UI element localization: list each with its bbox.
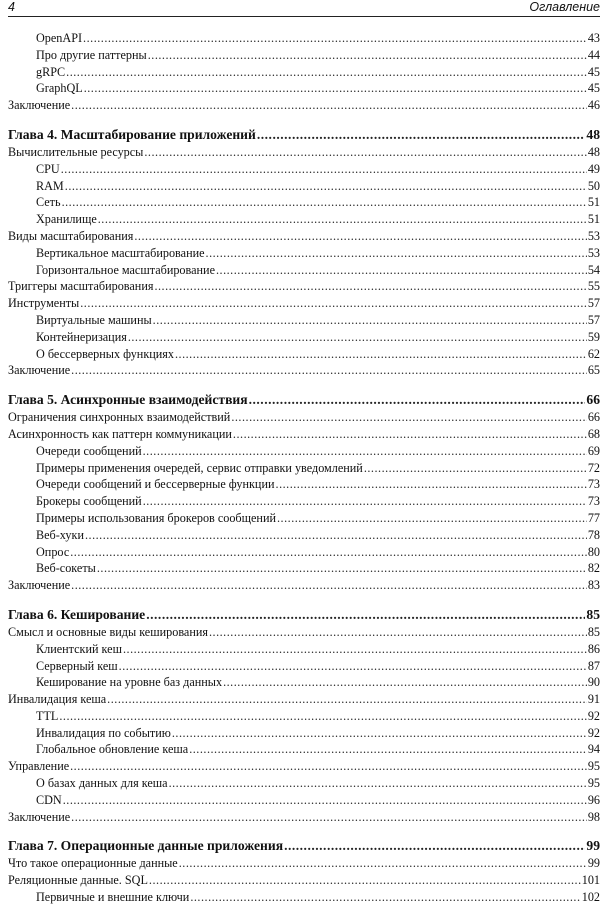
dot-leader: [71, 810, 587, 825]
dot-leader: [63, 793, 587, 808]
dot-leader: [284, 838, 585, 853]
toc-section-entry[interactable]: [8, 98, 600, 115]
dot-leader: [154, 279, 586, 294]
toc-chapter-entry[interactable]: [8, 126, 600, 145]
toc-entry-title: GraphQL: [36, 81, 83, 96]
dot-leader: [71, 578, 587, 593]
toc-entry-title: Клиентский кеш: [36, 641, 122, 656]
dot-leader: [233, 427, 587, 442]
toc-entry-page: 69: [587, 443, 600, 458]
toc-entry-line: [36, 245, 600, 262]
toc-entry-line: [8, 97, 600, 114]
toc-entry-page: 46: [587, 98, 600, 113]
toc-entry-title: Заключение: [8, 809, 71, 824]
dot-leader: [148, 48, 587, 63]
dot-leader: [119, 659, 587, 674]
dot-leader: [66, 65, 587, 80]
dot-leader: [231, 410, 586, 425]
dot-leader: [123, 642, 587, 657]
dot-leader: [257, 127, 586, 142]
toc-subsection-entry[interactable]: [8, 776, 600, 793]
toc-entry-line: [36, 544, 600, 561]
toc-subsection-entry[interactable]: [8, 179, 600, 196]
toc-entry-line: [8, 228, 600, 245]
toc-entry-page: 48: [586, 126, 600, 142]
toc-subsection-entry[interactable]: [8, 65, 600, 82]
toc-entry-line: [36, 510, 600, 527]
toc-entry-page: 45: [587, 81, 600, 96]
toc-entry-title: Инструменты: [8, 296, 80, 311]
toc-entry-line: [36, 312, 600, 329]
toc-section-entry[interactable]: [8, 229, 600, 246]
toc-subsection-entry[interactable]: [8, 659, 600, 676]
toc-entry-title: Примеры использования брокеров сообщений: [36, 510, 276, 525]
dot-leader: [143, 494, 587, 509]
toc-entry-title: OpenAPI: [36, 31, 83, 45]
toc-entry-title: TTL: [36, 708, 59, 723]
dot-leader: [216, 263, 587, 278]
toc-entry-page: 98: [587, 809, 600, 824]
toc-entry-page: 78: [587, 527, 600, 542]
toc-entry-page: 53: [587, 228, 600, 243]
toc-entry-page: 44: [587, 47, 600, 62]
toc-entry-page: 85: [587, 624, 600, 639]
toc-entry-page: 59: [587, 329, 600, 344]
toc-entry-title: Инвалидация кеша: [8, 692, 107, 707]
toc-entry-page: 62: [587, 346, 600, 361]
toc-entry-page: 51: [587, 195, 600, 210]
toc-subsection-entry[interactable]: [8, 709, 600, 726]
toc-entry-page: 55: [587, 279, 600, 294]
toc-entry-title: Управление: [8, 759, 70, 774]
toc-chapter-entry[interactable]: [8, 606, 600, 625]
toc-entry-page: 101: [581, 873, 600, 888]
toc-entry-title: Серверный кеш: [36, 658, 118, 673]
toc-entry-line: [8, 758, 600, 775]
toc-entry-page: 57: [587, 296, 600, 311]
toc-entry-page: 102: [581, 890, 600, 905]
toc-entry-line: [36, 262, 600, 279]
toc-entry-line: [8, 295, 600, 312]
toc-entry-line: [36, 775, 600, 792]
toc-entry-line: [36, 161, 600, 178]
dot-leader: [65, 179, 587, 194]
toc-subsection-entry[interactable]: [8, 330, 600, 347]
dot-leader: [223, 675, 587, 690]
dot-leader: [169, 776, 587, 791]
toc-entry-page: 77: [587, 510, 600, 525]
dot-leader: [153, 313, 587, 328]
toc-subsection-entry[interactable]: [8, 162, 600, 179]
dot-leader: [98, 212, 587, 227]
toc-entry-title: Заключение: [8, 98, 71, 113]
toc-entry-title: Вертикальное масштабирование: [36, 245, 205, 260]
dot-leader: [144, 145, 586, 160]
toc-section-entry[interactable]: [8, 410, 600, 427]
toc-entry-line: [8, 390, 600, 409]
toc-entry-page: 95: [587, 759, 600, 774]
toc-entry-line: [36, 527, 600, 544]
toc-entry-line: [36, 725, 600, 742]
toc-entry-line: [36, 641, 600, 658]
toc-entry-title: Асинхронность как паттерн коммуникации: [8, 426, 232, 441]
toc-entry-page: 49: [587, 161, 600, 176]
toc-entry-line: [36, 889, 600, 906]
toc-entry-title: Инвалидация по событию: [36, 725, 171, 740]
toc-entry-line: [8, 691, 600, 708]
dot-leader: [143, 444, 587, 459]
dot-leader: [190, 890, 580, 905]
toc-entry-page: 95: [587, 776, 600, 791]
toc-chapter-entry[interactable]: [8, 837, 600, 856]
toc-subsection-entry[interactable]: [8, 195, 600, 212]
toc-subsection-entry[interactable]: [8, 263, 600, 280]
dot-leader: [62, 195, 587, 210]
toc-entry-page: 99: [586, 838, 600, 854]
toc-entry-line: [8, 855, 600, 872]
toc-entry-page: 53: [587, 245, 600, 260]
toc-entry-page: 65: [587, 363, 600, 378]
toc-entry-line: [8, 362, 600, 379]
toc-entry-page: 90: [587, 675, 600, 690]
toc-section-entry[interactable]: [8, 578, 600, 595]
toc-entry-title: RAM: [36, 178, 64, 193]
toc-entry-title: Глава 5. Асинхронные взаимодействия: [8, 392, 248, 408]
toc-entry-line: [36, 346, 600, 363]
toc-entry-line: [36, 493, 600, 510]
toc-entry-page: 48: [587, 144, 600, 159]
dot-leader: [70, 545, 587, 560]
toc-entry-page: 43: [587, 31, 600, 45]
toc-section-entry[interactable]: [8, 427, 600, 444]
toc-entry-title: Ограничения синхронных взаимодействий: [8, 410, 231, 425]
toc-subsection-entry[interactable]: [8, 48, 600, 65]
toc-entry-title: CPU: [36, 161, 60, 176]
toc-section-entry[interactable]: [8, 145, 600, 162]
toc-subsection-entry[interactable]: [8, 890, 600, 907]
toc-entry-line: [8, 624, 600, 641]
dot-leader: [71, 98, 587, 113]
toc-entry-title: Глава 7. Операционные данные приложения: [8, 838, 284, 854]
toc-entry-title: Реляционные данные. SQL: [8, 873, 148, 888]
toc-entry-line: [36, 329, 600, 346]
toc-entry-line: [8, 125, 600, 144]
toc-entry-line: [36, 443, 600, 460]
toc-entry-title: Веб-сокеты: [36, 561, 96, 576]
dot-leader: [80, 296, 587, 311]
dot-leader: [179, 856, 587, 871]
toc-entry-page: 80: [587, 544, 600, 559]
toc-subsection-entry[interactable]: [8, 444, 600, 461]
toc-entry-title: Хранилище: [36, 212, 97, 227]
dot-leader: [59, 709, 586, 724]
toc-subsection-entry[interactable]: [8, 31, 600, 48]
toc-entry-line: [36, 741, 600, 758]
toc-entry-title: Сеть: [36, 195, 61, 210]
toc-subsection-entry[interactable]: [8, 212, 600, 229]
toc-subsection-entry[interactable]: [8, 461, 600, 478]
toc-entry-title: Вычислительные ресурсы: [8, 144, 144, 159]
toc-entry-title: CDN: [36, 792, 62, 807]
toc-subsection-entry[interactable]: [8, 726, 600, 743]
toc-section-entry[interactable]: [8, 759, 600, 776]
toc-entry-page: 45: [587, 64, 600, 79]
toc-subsection-entry[interactable]: [8, 313, 600, 330]
table-of-contents: [8, 31, 600, 907]
dot-leader: [249, 392, 586, 407]
toc-entry-page: 96: [587, 792, 600, 807]
toc-entry-page: 91: [587, 692, 600, 707]
toc-entry-line: [8, 426, 600, 443]
dot-leader: [83, 31, 587, 46]
dot-leader: [134, 229, 586, 244]
toc-subsection-entry[interactable]: [8, 528, 600, 545]
dot-leader: [85, 528, 587, 543]
toc-entry-title: Глобальное обновление кеша: [36, 742, 189, 757]
toc-subsection-entry[interactable]: [8, 793, 600, 810]
toc-entry-line: [8, 836, 600, 855]
toc-entry-title: Брокеры сообщений: [36, 494, 142, 509]
dot-leader: [70, 759, 587, 774]
toc-subsection-entry[interactable]: [8, 494, 600, 511]
dot-leader: [175, 347, 587, 362]
toc-entry-page: 50: [587, 178, 600, 193]
toc-subsection-entry[interactable]: [8, 81, 600, 98]
toc-section-entry[interactable]: [8, 873, 600, 890]
page-number: 4: [8, 0, 15, 14]
toc-section-entry[interactable]: [8, 856, 600, 873]
toc-entry-page: 99: [587, 856, 600, 871]
toc-entry-line: [8, 144, 600, 161]
toc-entry-page: 73: [587, 477, 600, 492]
toc-subsection-entry[interactable]: [8, 477, 600, 494]
toc-subsection-entry[interactable]: [8, 545, 600, 562]
toc-entry-title: Опрос: [36, 544, 70, 559]
running-title: Оглавление: [529, 0, 600, 14]
toc-entry-page: 57: [587, 312, 600, 327]
dot-leader: [276, 477, 587, 492]
toc-entry-title: Виртуальные машины: [36, 312, 152, 327]
toc-subsection-entry[interactable]: [8, 675, 600, 692]
toc-entry-line: [36, 560, 600, 577]
dot-leader: [277, 511, 587, 526]
toc-entry-line: [8, 809, 600, 826]
dot-leader: [172, 726, 587, 741]
toc-entry-title: О базах данных для кеша: [36, 776, 168, 791]
toc-entry-title: Про другие паттерны: [36, 47, 147, 62]
toc-section-entry[interactable]: [8, 692, 600, 709]
dot-leader: [364, 461, 587, 476]
toc-section-entry[interactable]: [8, 279, 600, 296]
toc-entry-title: Заключение: [8, 578, 71, 593]
dot-leader: [146, 607, 585, 622]
toc-entry-line: [8, 409, 600, 426]
toc-entry-page: 73: [587, 494, 600, 509]
dot-leader: [189, 742, 587, 757]
toc-subsection-entry[interactable]: [8, 742, 600, 759]
toc-subsection-entry[interactable]: [8, 511, 600, 528]
toc-entry-line: [8, 278, 600, 295]
toc-entry-page: 85: [586, 606, 600, 622]
toc-entry-title: Заключение: [8, 363, 71, 378]
toc-entry-title: Виды масштабирования: [8, 228, 134, 243]
toc-subsection-entry[interactable]: [8, 246, 600, 263]
toc-entry-line: [36, 792, 600, 809]
toc-entry-title: Контейнеризация: [36, 329, 127, 344]
toc-entry-line: [36, 460, 600, 477]
toc-chapter-entry[interactable]: [8, 391, 600, 410]
toc-entry-line: [36, 80, 600, 97]
toc-entry-line: [36, 194, 600, 211]
toc-entry-line: [36, 674, 600, 691]
dot-leader: [209, 625, 587, 640]
toc-entry-title: Кеширование на уровне баз данных: [36, 675, 223, 690]
toc-entry-line: [36, 64, 600, 81]
toc-entry-line: [36, 178, 600, 195]
toc-entry-line: [36, 476, 600, 493]
toc-subsection-entry[interactable]: [8, 347, 600, 364]
toc-entry-line: [36, 47, 600, 64]
toc-subsection-entry[interactable]: [8, 561, 600, 578]
toc-entry-page: 54: [587, 262, 600, 277]
running-header: [8, 0, 600, 17]
toc-entry-page: 83: [587, 578, 600, 593]
toc-section-entry[interactable]: [8, 296, 600, 313]
toc-entry-title: Первичные и внешние ключи: [36, 890, 190, 905]
toc-entry-page: 66: [586, 392, 600, 408]
dot-leader: [107, 692, 587, 707]
toc-section-entry[interactable]: [8, 625, 600, 642]
toc-entry-title: Что такое операционные данные: [8, 856, 178, 871]
toc-entry-title: Смысл и основные виды кеширования: [8, 624, 208, 639]
toc-entry-title: Триггеры масштабирования: [8, 279, 154, 294]
toc-entry-page: 66: [587, 410, 600, 425]
toc-entry-page: 87: [587, 658, 600, 673]
toc-entry-page: 86: [587, 641, 600, 656]
toc-entry-line: [8, 872, 600, 889]
dot-leader: [71, 363, 587, 378]
toc-entry-line: [36, 211, 600, 228]
dot-leader: [206, 246, 587, 261]
toc-entry-page: 94: [587, 742, 600, 757]
toc-entry-title: Горизонтальное масштабирование: [36, 262, 215, 277]
toc-entry-title: gRPC: [36, 64, 66, 79]
toc-entry-page: 82: [587, 561, 600, 576]
toc-entry-line: [8, 605, 600, 624]
toc-entry-page: 92: [587, 708, 600, 723]
toc-entry-title: Веб-хуки: [36, 527, 84, 542]
toc-entry-title: Глава 4. Масштабирование приложений: [8, 126, 256, 142]
toc-subsection-entry[interactable]: [8, 642, 600, 659]
dot-leader: [61, 162, 587, 177]
toc-entry-line: [8, 577, 600, 594]
toc-entry-page: 68: [587, 426, 600, 441]
dot-leader: [84, 81, 587, 96]
toc-entry-title: Очереди сообщений: [36, 443, 142, 458]
dot-leader: [149, 873, 581, 888]
toc-entry-line: [36, 708, 600, 725]
toc-entry-title: Очереди сообщений и бессерверные функции: [36, 477, 275, 492]
dot-leader: [128, 330, 587, 345]
toc-entry-page: 51: [587, 212, 600, 227]
toc-entry-page: 92: [587, 725, 600, 740]
toc-section-entry[interactable]: [8, 810, 600, 827]
toc-entry-line: [36, 658, 600, 675]
toc-entry-title: Примеры применения очередей, сервис отправки уведомлений: [36, 460, 363, 475]
toc-entry-line: [36, 30, 600, 47]
toc-section-entry[interactable]: [8, 363, 600, 380]
toc-entry-title: О бессерверных функциях: [36, 346, 174, 361]
toc-entry-page: 72: [587, 460, 600, 475]
dot-leader: [97, 561, 587, 576]
toc-entry-title: Глава 6. Кеширование: [8, 606, 146, 622]
